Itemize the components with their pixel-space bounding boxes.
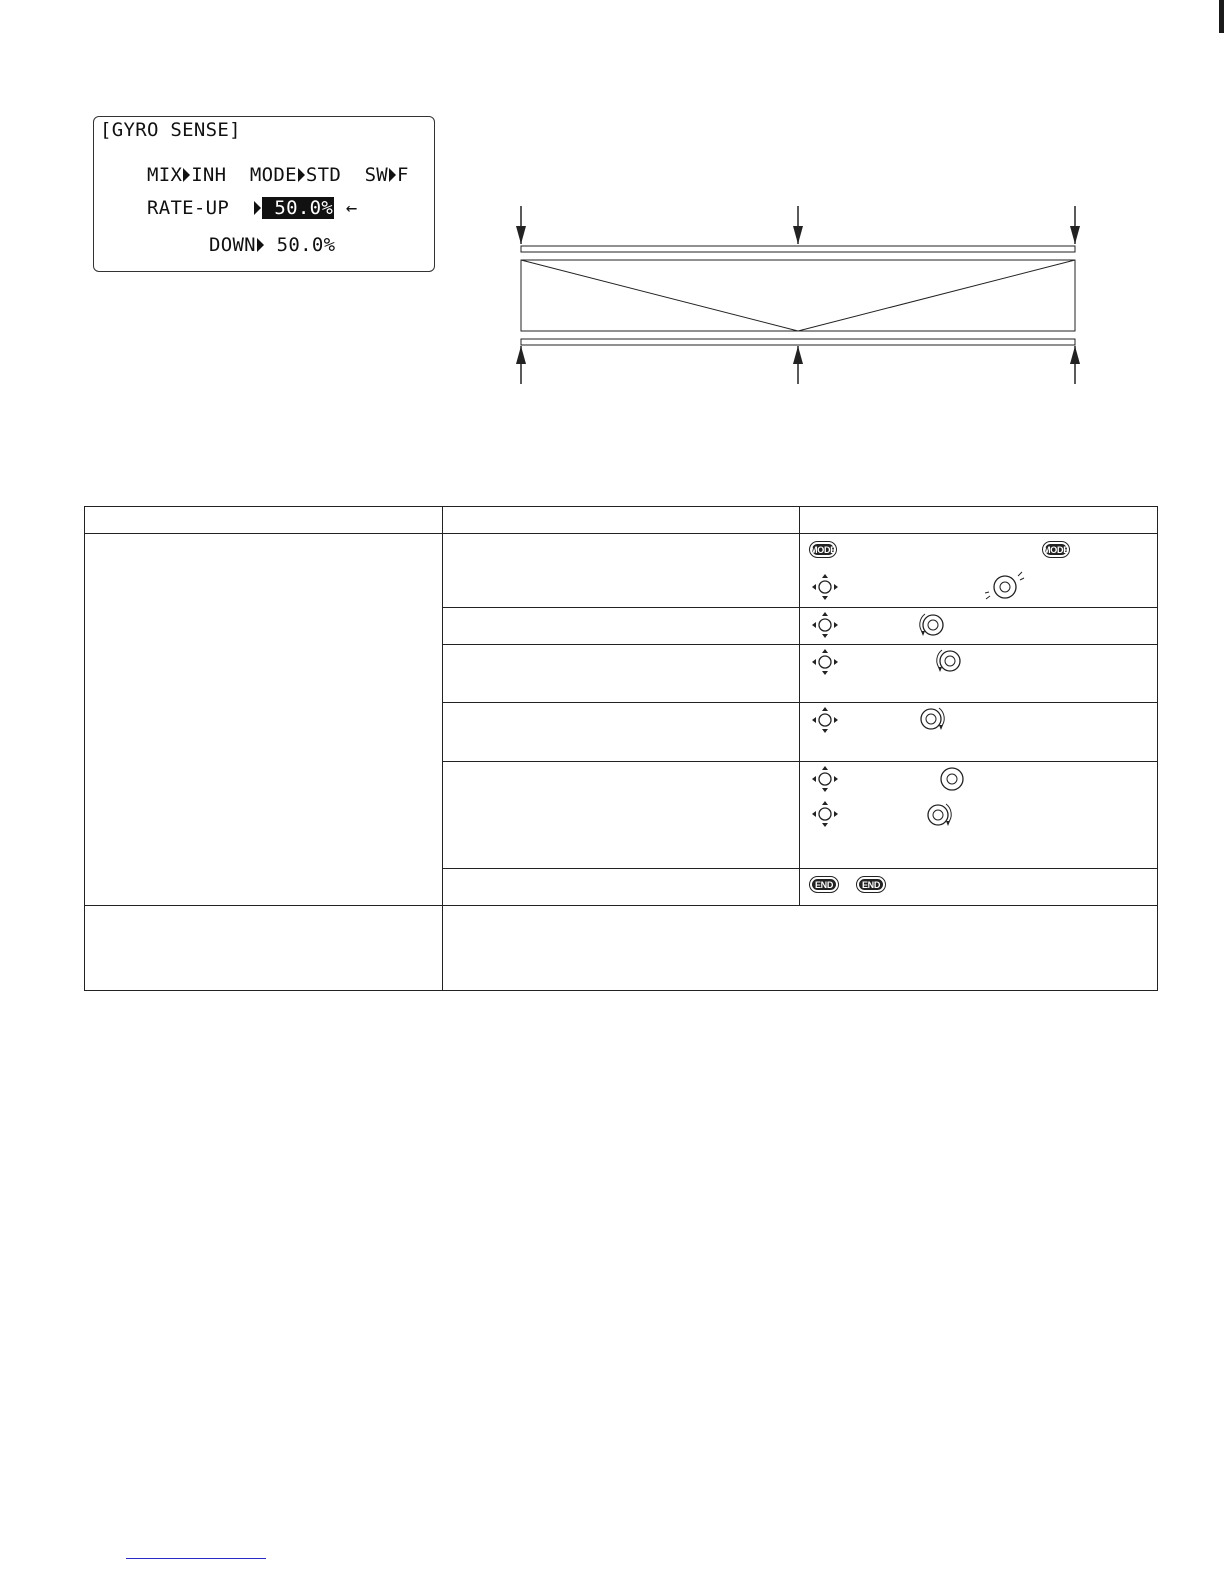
cursor-pad-icon[interactable] (812, 574, 838, 600)
rate-up-label: RATE-UP (146, 197, 230, 219)
action-cell (443, 762, 800, 869)
header-cell (800, 507, 1158, 534)
table-row (85, 906, 1158, 991)
arrow-right-icon (257, 238, 264, 252)
mode-value: STD (305, 164, 342, 186)
cursor-pad-icon[interactable] (812, 707, 838, 733)
dial-cw-icon[interactable] (917, 705, 947, 733)
mode-label: MODE (249, 164, 297, 186)
arrowhead-icon (1070, 346, 1080, 364)
lcd-down-row (162, 212, 335, 278)
table-header-row (85, 507, 1158, 534)
cursor-pad-icon[interactable] (812, 649, 838, 675)
operation-table (84, 506, 1158, 991)
sw-label: SW (364, 164, 389, 186)
action-cell (443, 703, 800, 762)
header-cell (443, 507, 800, 534)
footer-link-underline[interactable] (126, 1558, 266, 1559)
rate-up-value[interactable]: 50.0% (262, 197, 334, 219)
arrowhead-icon (516, 226, 526, 244)
lcd-screen (93, 116, 435, 272)
mix-label: MIX (146, 164, 183, 186)
rate-line-left (521, 260, 798, 331)
icon-cell (800, 762, 1158, 869)
cursor-pad-icon[interactable] (812, 766, 838, 792)
dial-cw-icon[interactable] (924, 800, 954, 830)
bottom-rail (521, 339, 1075, 345)
arrowhead-icon (793, 226, 803, 244)
arrow-right-icon (389, 168, 396, 182)
page-edge-tab (1219, 0, 1224, 33)
note-content-cell (443, 906, 1158, 991)
icon-cell (800, 703, 1158, 762)
icon-cell (800, 645, 1158, 703)
arrowhead-icon (516, 346, 526, 364)
dial-icon[interactable] (938, 765, 966, 793)
top-arrows (516, 206, 1080, 244)
sw-value: F (397, 164, 409, 186)
dial-press-icon[interactable] (985, 570, 1025, 602)
gyro-rate-diagram (505, 200, 1095, 390)
icon-cell (800, 534, 1158, 608)
mode-key[interactable]: MODE (1043, 542, 1069, 557)
action-cell (443, 608, 800, 645)
mix-value: INH (191, 164, 227, 186)
rate-line-right (798, 260, 1075, 331)
end-key[interactable]: END (810, 877, 838, 892)
end-key[interactable]: END (857, 877, 885, 892)
header-cell (85, 507, 443, 534)
note-cell (85, 906, 443, 991)
arrowhead-icon (1070, 226, 1080, 244)
action-cell (443, 534, 800, 608)
dial-ccw-icon[interactable] (917, 611, 947, 639)
step-cell (85, 534, 443, 906)
mode-key[interactable]: MODE (810, 542, 836, 557)
icon-cell (800, 869, 1158, 906)
lcd-title: [GYRO SENSE] (100, 119, 241, 141)
table-row (85, 534, 1158, 608)
icon-cell (800, 608, 1158, 645)
top-rail (521, 246, 1075, 252)
down-label: DOWN (208, 234, 256, 256)
arrowhead-icon (793, 346, 803, 364)
cursor-pad-icon[interactable] (812, 612, 838, 638)
cursor-pad-icon[interactable] (812, 801, 838, 827)
bottom-arrows (516, 346, 1080, 384)
cursor-arrow-icon: ← (345, 197, 358, 219)
action-cell (443, 869, 800, 906)
action-cell (443, 645, 800, 703)
down-value[interactable]: 50.0% (264, 234, 336, 256)
dial-ccw-icon[interactable] (934, 647, 964, 675)
rate-box (521, 260, 1075, 331)
